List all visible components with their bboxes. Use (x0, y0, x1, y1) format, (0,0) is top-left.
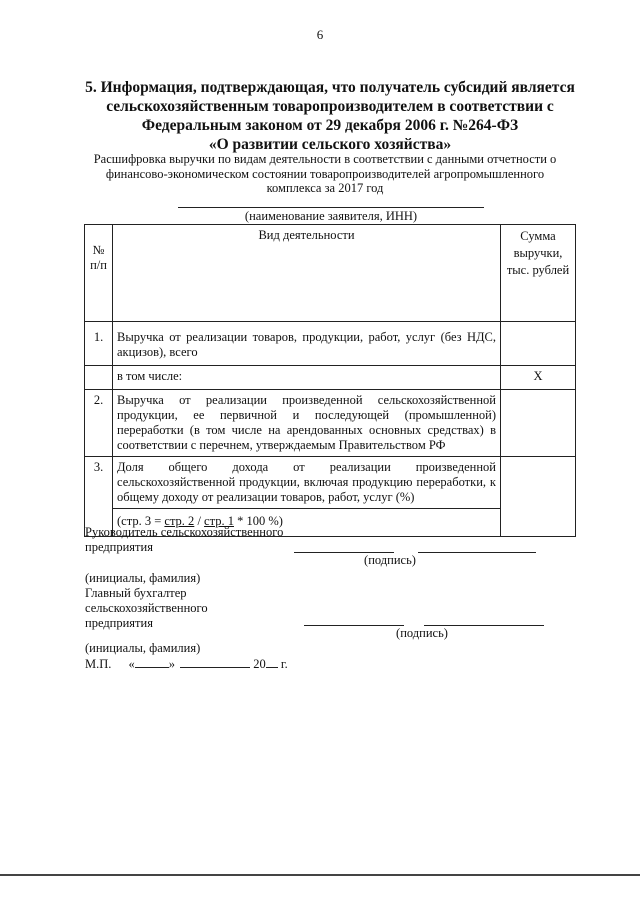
header-activity: Вид деятельности (113, 225, 501, 322)
accountant-title-line-2: сельскохозяйственного (85, 601, 208, 615)
table-row (85, 390, 576, 457)
date-year-suffix: г. (280, 657, 288, 671)
formula-prefix: (стр. 3 = (117, 514, 165, 528)
date-day-field[interactable] (135, 656, 169, 668)
heading-line-1: 5. Информация, подтверждающая, что получатель субсидий является (85, 79, 575, 96)
row-3-sum[interactable] (501, 457, 576, 537)
stamp-date-line (85, 656, 288, 672)
table-header-row (85, 225, 576, 322)
date-close-quote: » (168, 657, 176, 671)
row-1-num: 1. (85, 322, 113, 366)
formula-suffix: * 100 %) (233, 514, 283, 528)
row-sub-sum: X (501, 366, 576, 390)
row-2-sum[interactable] (501, 390, 576, 457)
section-heading (60, 78, 600, 154)
header-sum (501, 225, 576, 322)
row-2-num: 2. (85, 390, 113, 457)
date-month-field[interactable] (180, 656, 250, 668)
subtitle-line-1: Расшифровка выручки по видам деятельности в соответствии с данными отчетности о (93, 152, 557, 166)
table-row (85, 322, 576, 366)
header-num: № п/п (85, 225, 113, 322)
row-3-num: 3. (85, 457, 113, 537)
revenue-table (84, 224, 576, 537)
subtitle-line-3: комплекса за 2017 год (266, 181, 384, 195)
formula-ref-row-2[interactable]: стр. 2 (164, 514, 195, 528)
header-sum-line-1: Сумма (520, 229, 556, 243)
row-sub-text: в том числе: (113, 366, 501, 390)
accountant-initials-caption: (инициалы, фамилия) (85, 641, 201, 655)
heading-line-2: сельскохозяйственным товаропроизводителем в соответствии с (106, 98, 554, 115)
head-title (85, 525, 283, 555)
row-2-text: Выручка от реализации произведенной сельскохозяйственной продукции, ее первичной и последующей (промышленной) переработки (в том числе на арендованных основных средствах) в соответствии с перечнем, утверждаемым Правительством РФ (113, 390, 501, 457)
date-open-quote: « (128, 657, 135, 671)
accountant-title-line-3: предприятия (85, 616, 153, 630)
subtitle-line-2: финансово-экономическом состоянии товаропроизводителей агропромышленного (105, 166, 545, 181)
header-sum-line-2: выручки, (513, 246, 563, 260)
accountant-title-line-1: Главный бухгалтер (85, 586, 187, 600)
subtitle (80, 152, 570, 196)
applicant-name-line[interactable] (178, 207, 484, 208)
bottom-edge-rule (0, 874, 640, 876)
accountant-signature-caption: (подпись) (396, 626, 448, 640)
head-initials-caption: (инициалы, фамилия) (85, 571, 201, 585)
head-signature-caption: (подпись) (364, 553, 416, 567)
table-row (85, 366, 576, 390)
head-title-line-2: предприятия (85, 540, 153, 554)
row-1-text: Выручка от реализации товаров, продукции, работ, услуг (без НДС, акцизов), всего (113, 322, 501, 366)
row-1-sum[interactable] (501, 322, 576, 366)
row-3-text: Доля общего дохода от реализации произведенной сельскохозяйственной продукции, включая продукцию переработки, к общему доходу от реализации товаров, работ, услуг (%) (113, 457, 501, 509)
formula-ref-row-1[interactable]: стр. 1 (204, 514, 234, 528)
row-sub-num (85, 366, 113, 390)
date-year-prefix: 20 (253, 657, 266, 671)
table-row (85, 457, 576, 509)
stamp-label: М.П. (85, 657, 112, 671)
header-sum-line-3: тыс. рублей (506, 263, 570, 277)
date-year-field[interactable] (266, 656, 278, 668)
applicant-caption: (наименование заявителя, ИНН) (244, 209, 418, 223)
heading-line-4: «О развитии сельского хозяйства» (208, 136, 452, 153)
page-number: 6 (316, 27, 324, 42)
accountant-title (85, 586, 208, 631)
formula-mid: / (194, 514, 205, 528)
heading-line-3: Федеральным законом от 29 декабря 2006 г. №264-ФЗ (141, 117, 519, 134)
head-title-line-1: Руководитель сельскохозяйственного (85, 525, 284, 539)
